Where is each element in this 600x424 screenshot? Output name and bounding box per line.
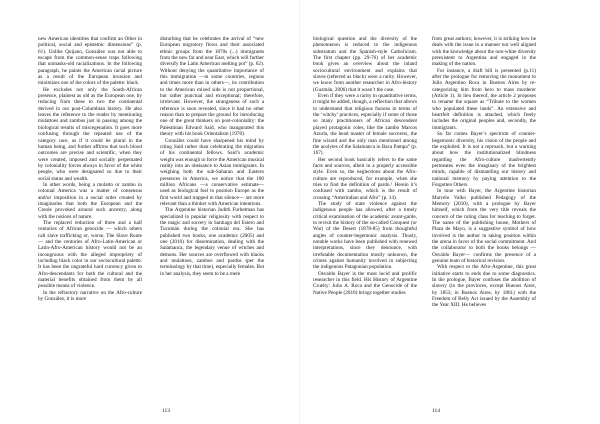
paragraph: He excludes not only the South-African presence, plainest as old as the European one, by reducing from these to two the continental derived in our post-Columbian history. He also leaves the reference to the reader by mentioning mulattoes and zambos just in passing among the biological results of miscegenation. It goes more confusing through the repeated use of the category race, as if it could be plural in the human being, and further affirms that such blood outcomes are precise and scientific, when they were created, imposed and socially perpetuated by coloniality forces always in favor of the white people, who were designated so due to their social status and wealth. (38, 86, 142, 182)
page-number-right: 114 (432, 408, 441, 414)
paragraph: from great authors; however, it is striking how he deals with the issue in a manner not well aligned with the knowledge about the non-white diversity preexistent to Argentina and engaged in the making of the nation. (432, 36, 536, 68)
left-page-column-1 (38, 36, 142, 408)
paragraph: With respect to the Afro-Argentine, this great initiative starts to ends due to some diagnostics. In the prologue, Bayer confuses the abolition of slavery (in the provinces, except Buenos Aires, by 1853; in Buenos Aires, by 1861) with the Freedom of Belly Act issued by the Assembly of the Year XIII. He believes (432, 264, 536, 309)
paragraph: In other words, being a mulatto or zambo in colonial America was a matter of consensus and/or imposition in a social order created by imaginaries that both the European and the Creole provoked around such ancestry, along with the notions of nature. (38, 181, 142, 220)
paragraph: biological question and the diversity of the phenomenon is reduced to the indigenous substratum and the Spanish-style Catholicism. The first chapter (pp. 29-76) of her academic book gives an overview about the inland sociocultural environment and explains that slaves (referred as black) were a rarity. However, we know from another researcher in Afro-history (Guzmán, 2006) that it wasn’t the case. (313, 36, 417, 93)
paragraph: The Argentine historian Judith Furbetman has specialized in popular religiosity with respect to the magic and sorcery in Santiago del Estero and Tucumán during the colonial era. She has published two books, one academic (2005) and one (2010) for dissemination, dealing with the Salamanca, the legendary venue of witches and demons. Her sources are overflowed with blacks and mulattoes, zambos and pardos (per the terminology by that time), especially females. But in her analysis, they seem to be a mere (160, 207, 264, 277)
paragraph: In tune with Bayer, the Argentine historian Marcelo Valko published Pedagogy of the Memory (2010), with a prologue by Bayer himself, which from the very title reveals the concern of the ruling class for teaching to forget. The name of the publishing house, Mothers of Plaza de Mayo, is a suggestive symbol of how involved is the author in taking position within the arena in favor of the social commitment. And the collaborator to both the books belongs —Osvaldo Bayer— confirms the presence of a genuine team of historical revision. (432, 188, 536, 265)
paragraph: The study of state violence against the indigenous people has allowed, after a timely critical examination of the academic avant-garde, to revisit the history of the so-called Conquest (or War) of the Desert (1878-85) from thoughtful angles of counter-hegemonic analysis. Thusly, notable works have been published with renewed interpretations, since they denounce, with irrefutable documentation mostly unknown, the crimes against humanity involved in subjecting the indigenous Patagonian population. (313, 200, 417, 271)
left-page-column-2 (160, 36, 264, 408)
paragraph: So far comes Bayer’s spectrum of counter-hegemonic diversity, his vision of the people and the exploited. It is not a reproach, but a warning about how the institutionalized blindness regarding the Afro-culture inadvertently permeates even the imaginary of the brightest minds, capable of dismantling our history and national memory by paying attention to the Forgotten Others. (432, 131, 536, 188)
page-gutter (299, 0, 300, 424)
paragraph: disturbing that he celebrates the arrival of “new European migratory flows and their associated ethnic groups from the 1870s (...) immigrants from the new far and near East, which will further diversify the Latin American melting pot” (p. 62). Without denying the quantitative importance of this immigration —in some countries, regions and times more than in others—, its contribution to the American mixed side is not proportional, but rather punctual and exceptional; therefore, irrelevant. However, the strangeness of such a reference is soon revealed, since it had no other reason than to prepare the ground for introducing one of the great thinkers on post-coloniality: the Palestinian Edward Said, who inaugurated this theory with his book Orientalism (1978). (160, 36, 264, 138)
paragraph: Even if they were a rarity in quantitative terms, it might be added, though, a reflection that allows to understand that religious fusions in terms of the ‘witchy’ practices, especially if some of those so many practitioners of African descendent played protagonic roles, like the zambo Marcos Azurla, the head master of female sorcerers, the fine wizard and the only man mentioned among the acolytes of the Salamanca in Baca Pampa” (p. 167). (313, 93, 417, 157)
paragraph: In the refractory narrative on the Afro-culture by González, it is more (38, 289, 142, 303)
right-page-column-2 (432, 36, 536, 408)
paragraph: Her second book basically refers to the same facts and sources, albeit in a properly accessible style. Even so, the neglections about the Afro-culture are reproduced, for example, when she tries to find the definition of pardo.¹ Herein it’s confused with zambo, which is the result of crossing “Amerindian and Afro” (p. 14). (313, 156, 417, 201)
paragraph: The replaced reduction of three and a half centuries of African genocide — which others call slave trafficking or, worse, The Slave Route— and the centuries of Afro-Latin-American or Latin-Afro-American history would not be an incongruous with the alleged impropriety of including black color in our sociocultural palette. It has been the ungrateful hard currency given to Afro-descendants for both the cultural and the material benefits obtained from them by all possible means of violence. (38, 219, 142, 290)
paragraph: For instance, a draft bill is presented (p.11) after the prologue for removing the monument to Julio Argentino Roca in Buenos Aires by re-categorizing him from hero to mass murderer (Article 1). In lieu thereof, the article 2 proposes to rename the square as “Tribute to the women who populated these lands”. An extensive and heartfelt definition is attached, which freely includes the original peoples and, secondly, the immigrants. (432, 67, 536, 131)
paragraph: Osvaldo Bayer is the most lucid and prolific researcher in this field. His History of Argentine Cruelty: Julio A. Roca and the Genocide of the Native People (2010) brings together studies (313, 270, 417, 296)
page-number-left: 113 (162, 408, 171, 414)
paragraph: González could have sharpened his mind by citing Said rather than celebrating the migration of his continental fellows. Said’s academic weight was enough to force the American musical reality into an obeisance to Asian immigrants. In weighing both the sub-Saharan and Eastern presences in America, we notice that the 100 million Africans —a conservative estimate— used as biological fuel to position Europe as the first world and trapped in that silence— are more relevant than a thinker with American intentions. (160, 137, 264, 207)
right-page-column-1 (313, 36, 417, 408)
paragraph: new American identities that confirm an Other in political, social and epistemic dimensions” (p. 61). Unlike Quijano, González was not able to escape from the common-sense traps following that unmasks-old racializations. In the following paragraph, he paints the American racial picture as a result of the European invasion and minimizes one of the colors of the palette: black. (38, 36, 142, 87)
